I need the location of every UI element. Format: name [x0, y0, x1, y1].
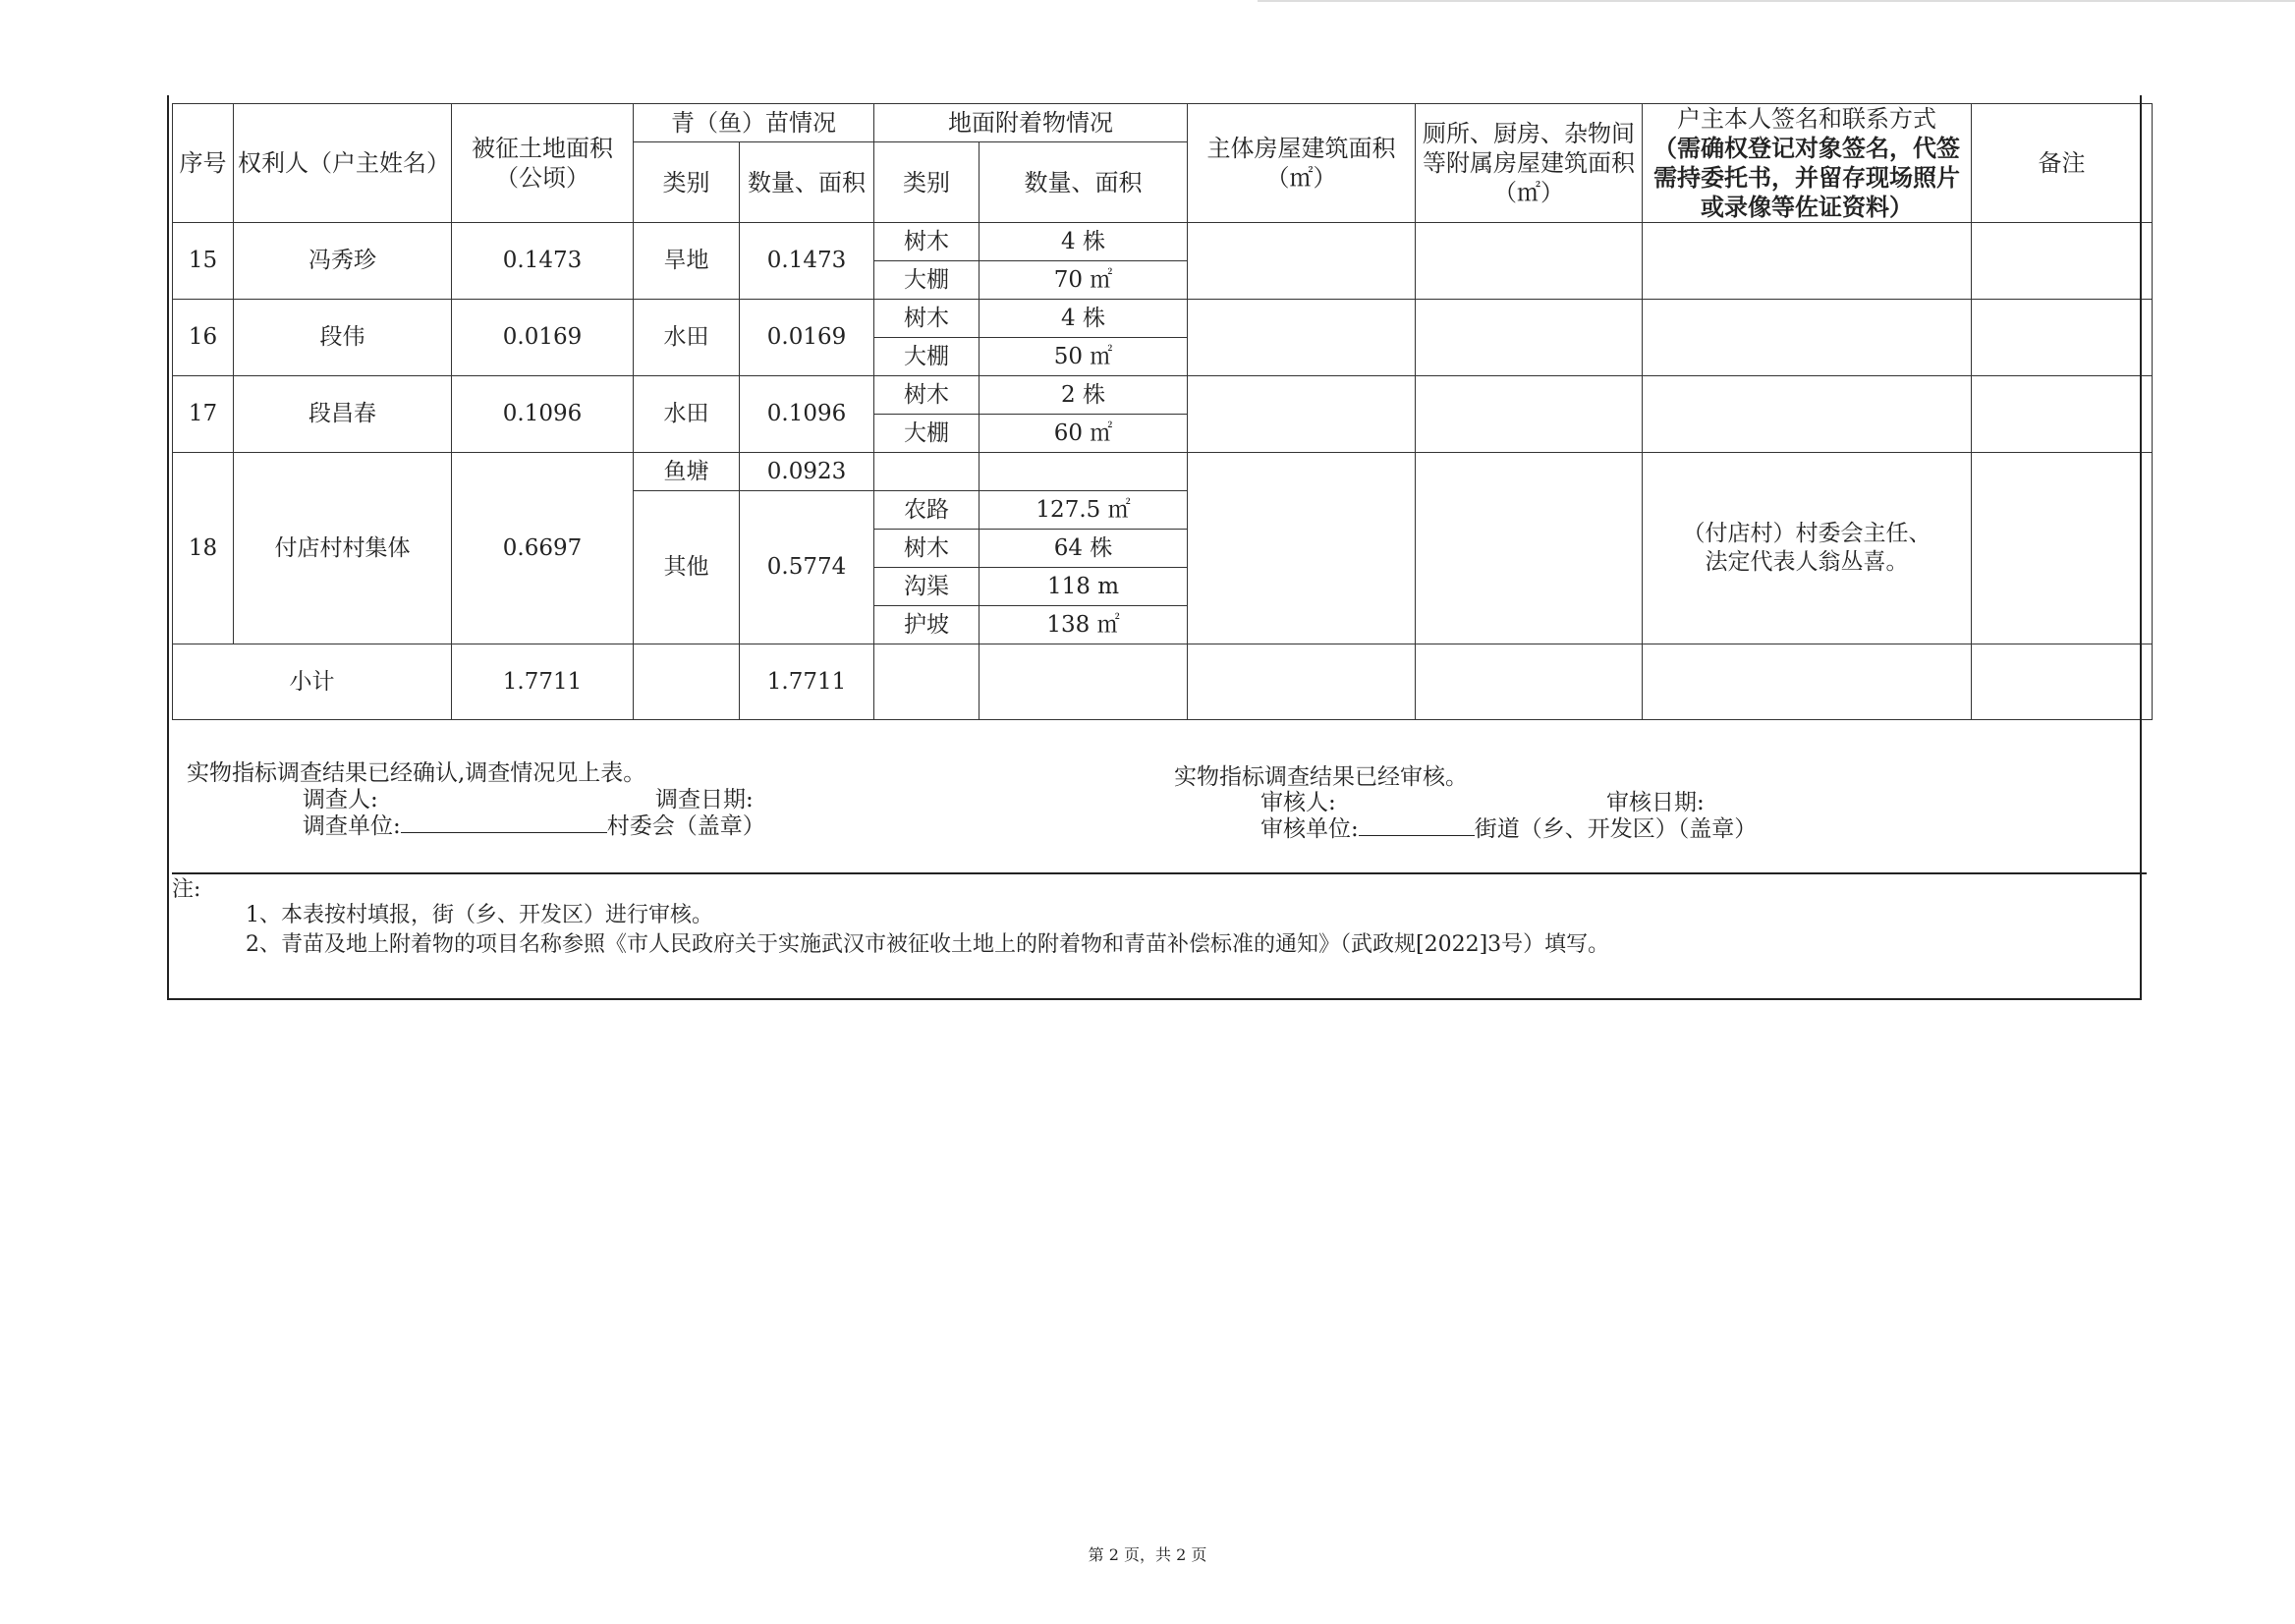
cell-land-area: 0.0169	[452, 300, 634, 376]
cell-attach-qty-empty	[980, 453, 1188, 491]
subtotal-signature	[1643, 644, 1972, 720]
table-row	[173, 300, 2153, 338]
table-row	[173, 453, 2153, 491]
subtotal-row	[173, 644, 2153, 720]
cell-main-house	[1188, 376, 1416, 453]
scan-edge	[1258, 0, 2295, 2]
cell-attach-qty: 50 ㎡	[980, 338, 1188, 376]
cell-attach-type: 大棚	[874, 261, 980, 300]
cell-crop-type: 其他	[634, 491, 740, 644]
header-signature-line2: （需确权登记对象签名，代签需持委托书，并留存现场照片或录像等佐证资料）	[1653, 134, 1960, 221]
header-owner: 权利人（户主姓名）	[234, 104, 452, 223]
investigate-unit-suffix: 村委会（盖章）	[606, 813, 765, 839]
cell-attach-type-empty	[874, 453, 980, 491]
subtotal-crop-type	[634, 644, 740, 720]
cell-remark	[1972, 453, 2153, 644]
table-row	[173, 376, 2153, 415]
subtotal-crop-qty: 1.7711	[740, 644, 874, 720]
cell-attach-qty: 138 ㎡	[980, 606, 1188, 644]
survey-table	[172, 103, 2153, 720]
investigation-confirm-text: 实物指标调查结果已经确认,调查情况见上表。	[187, 760, 646, 786]
cell-attach-qty: 64 株	[980, 530, 1188, 568]
subtotal-label: 小计	[173, 644, 452, 720]
notes-section	[172, 872, 2147, 1000]
cell-attach-qty: 127.5 ㎡	[980, 491, 1188, 530]
cell-attach-qty: 60 ㎡	[980, 415, 1188, 453]
cell-owner: 段昌春	[234, 376, 452, 453]
cell-aux-house	[1416, 223, 1643, 300]
cell-crop-qty: 0.0169	[740, 300, 874, 376]
reviewer-label: 审核人:	[1260, 790, 1336, 815]
cell-attach-type: 大棚	[874, 415, 980, 453]
header-row-1	[173, 104, 2153, 142]
cell-attach-type: 农路	[874, 491, 980, 530]
header-signature-line1: 户主本人签名和联系方式	[1677, 105, 1936, 133]
note-item: 1、本表按村填报，街（乡、开发区）进行审核。	[246, 903, 713, 927]
cell-main-house	[1188, 223, 1416, 300]
header-crop-qty: 数量、面积	[740, 142, 874, 223]
cell-seq: 18	[173, 453, 234, 644]
cell-main-house	[1188, 453, 1416, 644]
cell-aux-house	[1416, 453, 1643, 644]
cell-remark	[1972, 300, 2153, 376]
header-attach-qty: 数量、面积	[980, 142, 1188, 223]
cell-attach-type: 树木	[874, 376, 980, 415]
cell-owner: 付店村村集体	[234, 453, 452, 644]
cell-signature	[1643, 376, 1972, 453]
subtotal-attach-qty	[980, 644, 1188, 720]
review-unit-label: 审核单位:	[1260, 816, 1359, 842]
cell-attach-qty: 2 株	[980, 376, 1188, 415]
cell-crop-qty: 0.0923	[740, 453, 874, 491]
subtotal-aux-house	[1416, 644, 1643, 720]
cell-crop-type: 鱼塘	[634, 453, 740, 491]
header-remark: 备注	[1972, 104, 2153, 223]
cell-land-area: 0.1096	[452, 376, 634, 453]
header-land-area: 被征土地面积（公顷）	[452, 104, 634, 223]
cell-attach-qty: 70 ㎡	[980, 261, 1188, 300]
investigate-date-label: 调查日期:	[655, 787, 754, 812]
table-row	[173, 223, 2153, 261]
cell-seq: 15	[173, 223, 234, 300]
cell-main-house	[1188, 300, 1416, 376]
cell-attach-type: 沟渠	[874, 568, 980, 606]
investigate-unit-blank	[401, 811, 607, 833]
cell-aux-house	[1416, 300, 1643, 376]
cell-remark	[1972, 223, 2153, 300]
cell-attach-type: 护坡	[874, 606, 980, 644]
review-unit-suffix: 街道（乡、开发区）（盖章）	[1474, 816, 1758, 842]
investigator-label: 调查人:	[303, 787, 378, 812]
cell-crop-type: 水田	[634, 300, 740, 376]
subtotal-attach-type	[874, 644, 980, 720]
cell-seq: 16	[173, 300, 234, 376]
subtotal-remark	[1972, 644, 2153, 720]
note-item: 2、青苗及地上附着物的项目名称参照《市人民政府关于实施武汉市被征收土地上的附着物和青苗补偿标准的通知》（武政规[2022]3号）填写。	[246, 932, 1610, 957]
header-attach-type: 类别	[874, 142, 980, 223]
cell-remark	[1972, 376, 2153, 453]
subtotal-land-area: 1.7711	[452, 644, 634, 720]
review-unit-line	[1260, 811, 1757, 843]
cell-attach-type: 树木	[874, 530, 980, 568]
cell-crop-qty: 0.5774	[740, 491, 874, 644]
investigate-unit-label: 调查单位:	[303, 813, 401, 839]
header-main-house: 主体房屋建筑面积（㎡）	[1188, 104, 1416, 223]
cell-land-area: 0.6697	[452, 453, 634, 644]
cell-signature: （付店村）村委会主任、法定代表人翁丛喜。	[1643, 453, 1972, 644]
cell-attach-type: 树木	[874, 300, 980, 338]
notes-label: 注:	[172, 877, 201, 902]
header-seq: 序号	[173, 104, 234, 223]
cell-attach-qty: 4 株	[980, 223, 1188, 261]
cell-crop-qty: 0.1473	[740, 223, 874, 300]
header-aux-house: 厕所、厨房、杂物间等附属房屋建筑面积（㎡）	[1416, 104, 1643, 223]
cell-aux-house	[1416, 376, 1643, 453]
header-signature	[1643, 104, 1972, 223]
cell-attach-type: 树木	[874, 223, 980, 261]
cell-attach-qty: 4 株	[980, 300, 1188, 338]
review-confirm-text: 实物指标调查结果已经审核。	[1174, 764, 1468, 790]
cell-land-area: 0.1473	[452, 223, 634, 300]
cell-attach-type: 大棚	[874, 338, 980, 376]
cell-owner: 段伟	[234, 300, 452, 376]
investigate-unit-line	[303, 808, 765, 840]
cell-owner: 冯秀珍	[234, 223, 452, 300]
header-attach-group: 地面附着物情况	[874, 104, 1188, 142]
cell-crop-type: 水田	[634, 376, 740, 453]
page-footer: 第 2 页，共 2 页	[1088, 1545, 1207, 1564]
review-unit-blank	[1359, 813, 1475, 836]
review-date-label: 审核日期:	[1606, 790, 1705, 815]
cell-attach-qty: 118 m	[980, 568, 1188, 606]
header-crop-group: 青（鱼）苗情况	[634, 104, 874, 142]
subtotal-main-house	[1188, 644, 1416, 720]
confirmation-section	[172, 727, 2147, 874]
header-crop-type: 类别	[634, 142, 740, 223]
cell-seq: 17	[173, 376, 234, 453]
cell-signature	[1643, 223, 1972, 300]
cell-crop-qty: 0.1096	[740, 376, 874, 453]
cell-signature	[1643, 300, 1972, 376]
cell-crop-type: 旱地	[634, 223, 740, 300]
